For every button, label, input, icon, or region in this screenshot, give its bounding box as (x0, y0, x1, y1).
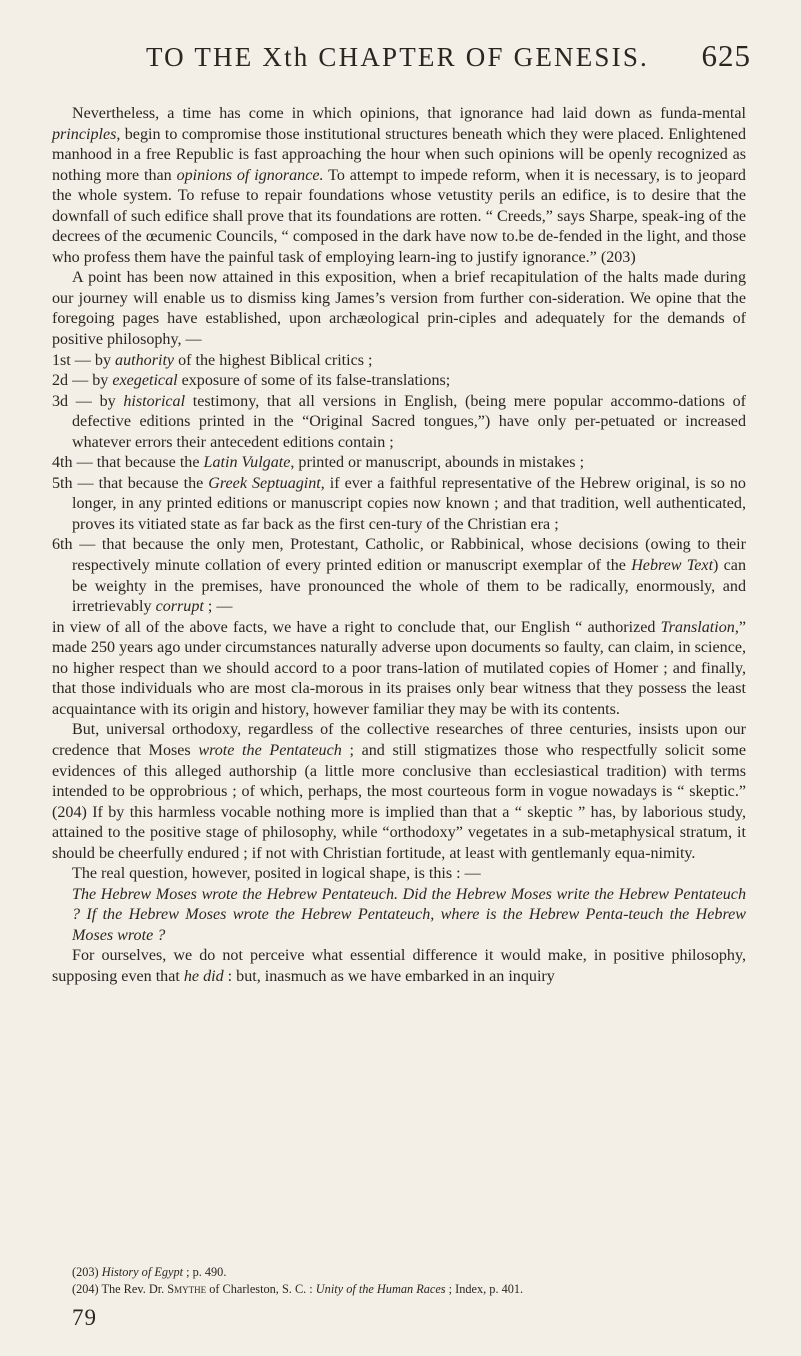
page-number: 625 (701, 38, 751, 73)
paragraph (52, 371, 746, 392)
text-run: historical (123, 392, 186, 410)
text-run: Hebrew Text (631, 557, 714, 575)
text-run: The real question, however, posited in logical shape, is this : — (72, 865, 481, 883)
paragraph (52, 864, 746, 885)
text-run: exposure of some of its false-translations; (177, 372, 451, 390)
paragraph (52, 474, 746, 536)
text-run: 5th — that because the (52, 474, 209, 492)
text-run: The Hebrew Moses wrote the Hebrew Pentateuch. Did the Hebrew Moses write the Hebrew Pentateuch ? If the Hebrew Moses wrote the Hebrew Pentateuch, where is the Hebrew Penta-teuch the Hebrew Moses wrote ? (72, 885, 746, 944)
text-run: in view of all of the above facts, we have a right to conclude that, our English “ authorized (52, 618, 661, 636)
footnote (72, 1281, 746, 1298)
text-run: authority (115, 351, 175, 369)
text-run: (204) The Rev. Dr. (72, 1282, 168, 1296)
paragraph (52, 104, 746, 268)
text-run: ; and still stigmatizes those who respectfully solicit some evidences of this alleged authorship (a little more conclusive than ecclesiastical tradition) with terms intended to be opprobrious ; of which, perhaps, the most courteous form in vogue nowadays is “ skeptic.” (204) If by this harmless vocable nothing more is implied than that a “ skeptic ” has, by laborious study, attained to the positive stage of philosophy, while “orthodoxy” vegetates in a sub-metaphysical stratum, it should be cheerfully endured ; if not with Christian fortitude, at least with gentlemanly equa-nimity. (52, 741, 746, 862)
signature-mark: 79 (72, 1305, 97, 1330)
text-run: wrote the Pentateuch (198, 741, 342, 759)
text-run: : but, inasmuch as we have embarked in an inquiry (223, 967, 555, 985)
text-run: 4th — that because the (52, 454, 204, 472)
text-run: ; — (203, 598, 233, 616)
body-text (52, 104, 746, 988)
text-run: , printed or manuscript, abounds in mistakes ; (290, 454, 585, 472)
paragraph (52, 268, 746, 350)
text-run: ) can be weighty in the premises, have pronounced the whole of them to be radically, enormously, and irretrievably (72, 557, 747, 616)
paragraph (52, 885, 746, 947)
text-run: Latin Vulgate (203, 454, 291, 472)
text-run: Smythe (167, 1282, 207, 1296)
text-run: Unity of the Human Races (315, 1282, 446, 1296)
text-run: To attempt to impede reform, when it is necessary, is to jeopard the whole system. To refuse to repair foundations whose vetustity perils an edifice, is to desire that the downfall of such edifice shall prove that its foundations are rotten. “ Creeds,” says Sharpe, speak-ing of the decrees of the œcumenic Councils, “ composed in the dark have now to.be de-fended in the light, and those who profess them have the painful task of employing learn-ing to justify ignorance.” (203) (52, 166, 746, 266)
footnotes (72, 1264, 746, 1298)
paragraph (52, 351, 746, 372)
text-run: Nevertheless, a time has come in which opinions, that ignorance had laid down as funda-mental (72, 105, 746, 122)
text-run: he did (183, 967, 224, 985)
text-run: ,” made 250 years ago under circumstances naturally adverse upon documents so faulty, can claim, in science, no higher respect than we should accord to a poor trans-lation of mutilated copies of Homer ; and finally, that those individuals who are most cla-morous in its praises only bear witness that they possess the least acquaintance with its origin and history, however familiar they may be with its contents. (52, 618, 746, 718)
running-head (52, 28, 751, 88)
text-run: History of Egypt (101, 1265, 184, 1279)
text-run: , begin to compromise those institutional structures beneath which they were placed. Enlightened manhood in a free Republic is fast approaching the hour when such opinions will be openly recognized as nothing more than (52, 125, 746, 184)
text-run: But, universal orthodoxy, regardless of the collective researches of three centuries, insists upon our credence that Moses (52, 721, 746, 759)
text-run: 6th — that because the only men, Protestant, Catholic, or Rabbinical, whose decisions (owing to their respectively minute collation of every printed edition or manuscript exemplar of the (52, 536, 746, 575)
paragraph (52, 453, 746, 474)
text-run: 1st — by (52, 351, 116, 369)
paragraph (52, 392, 746, 454)
text-run: exegetical (112, 372, 178, 390)
text-run: corrupt (155, 598, 204, 616)
text-run: testimony, that all versions in English, (being mere popular accommo-dations of defective editions printed in the “Original Sacred tongues,”) have only per-petuated or increased whatever errors their antecedent editions contain ; (72, 392, 746, 451)
running-title: TO THE Xth CHAPTER OF GENESIS. (145, 42, 650, 72)
text-run: opinions of ignorance. (176, 166, 324, 184)
paragraph (52, 946, 746, 987)
text-run: of the highest Biblical critics ; (174, 351, 373, 369)
text-run: principles (52, 125, 117, 143)
text-run: ; Index, p. 401. (445, 1282, 524, 1296)
paragraph (52, 535, 746, 617)
text-run: ; p. 490. (183, 1265, 227, 1279)
text-run: 3d — by (52, 392, 124, 410)
text-run: , if ever a faithful representative of the Hebrew original, is so no longer, in any printed editions or manuscript copies now known ; and that tradition, well authenticated, proves its vitiated state as far back as the first cen-tury of the Christian era ; (72, 474, 746, 533)
text-run: Translation (660, 618, 735, 636)
text-run: Greek Septuagint (208, 474, 321, 492)
text-run: of Charleston, S. C. : (206, 1282, 316, 1296)
text-run: (203) (72, 1265, 102, 1279)
text-run: For ourselves, we do not perceive what essential difference it would make, in positive philosophy, supposing even that (52, 947, 746, 985)
footnote (72, 1264, 746, 1281)
paragraph (52, 618, 746, 721)
paragraph (52, 720, 746, 864)
text-run: A point has been now attained in this exposition, when a brief recapitulation of the halts made during our journey will enable us to dismiss king James’s version from further con-sideration. We opine that the foregoing pages have established, upon archæological prin-ciples and adequately for the demands of positive philosophy, — (52, 269, 746, 349)
text-run: 2d — by (52, 372, 113, 390)
